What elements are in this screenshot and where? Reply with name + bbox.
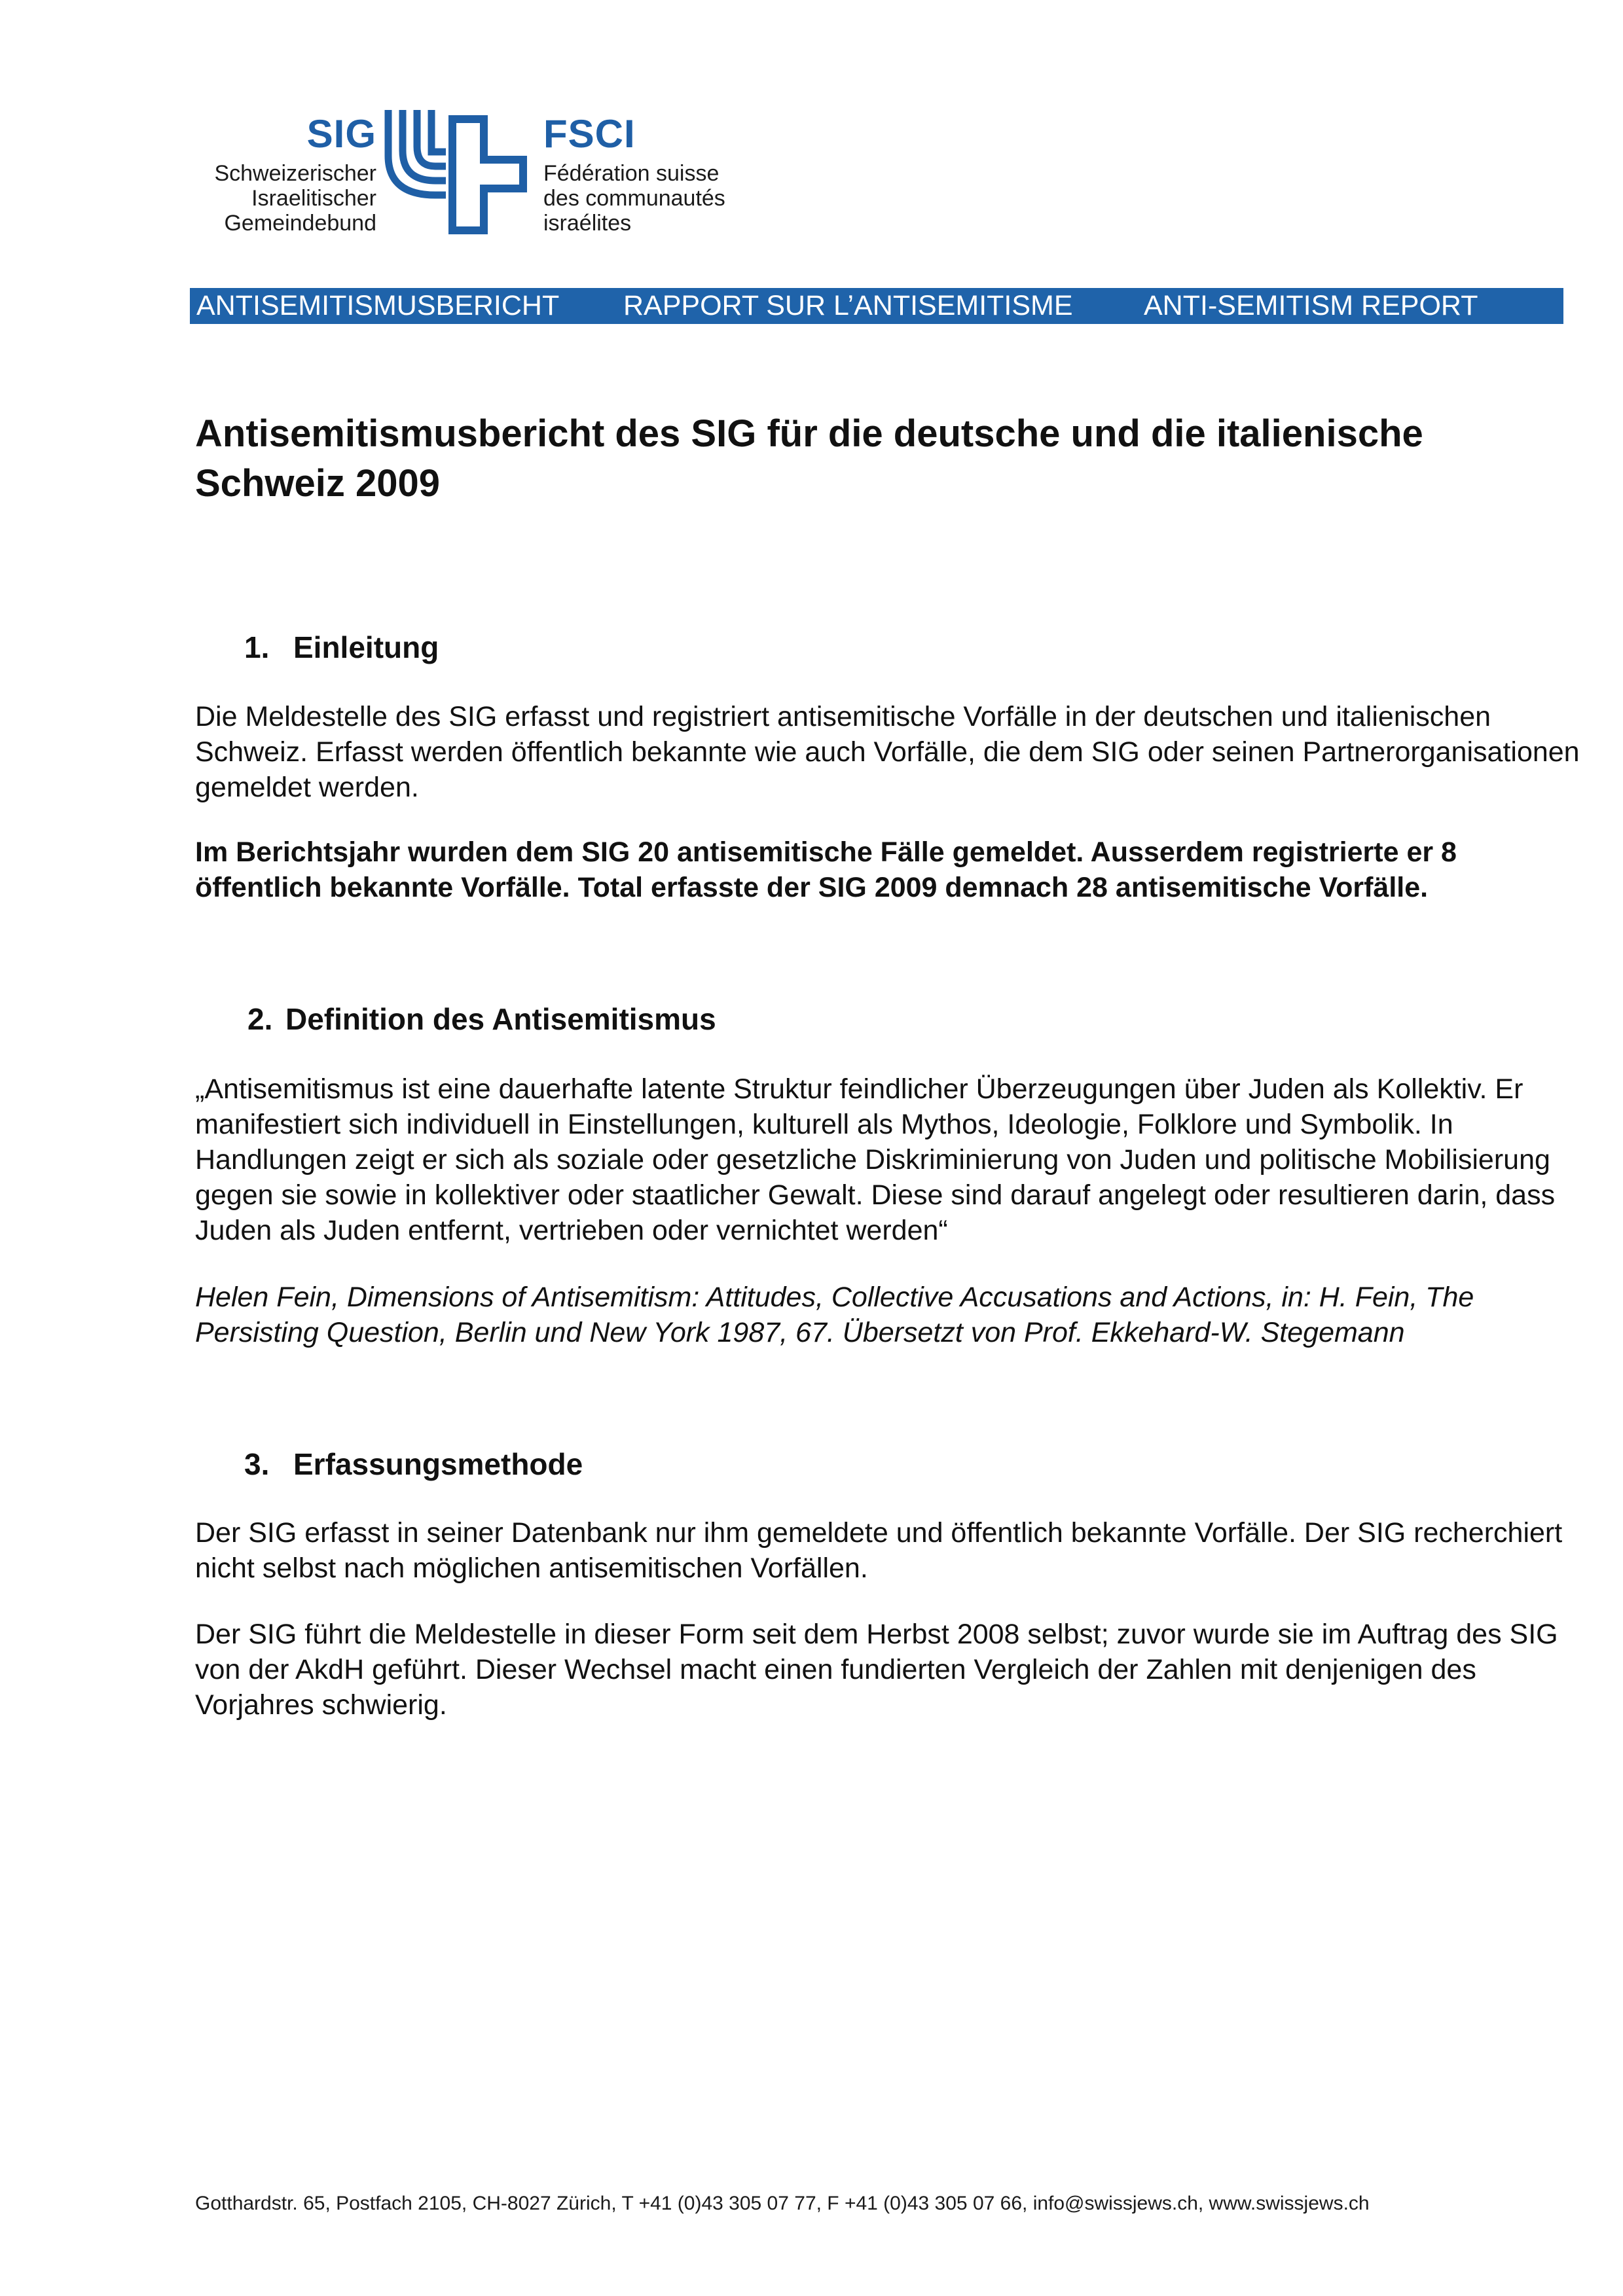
logo-fsci-line-3: israélites xyxy=(543,211,632,236)
section-1-paragraph-1: Die Meldestelle des SIG erfasst und registriert antisemitische Vorfälle in der deutschen und italienischen Schweiz. Erfasst werden öffentlich bekannte wie auch Vorfälle, die dem SIG oder seinen Partnerorganisationen gemeldet werden. xyxy=(195,701,1580,803)
logo-sig-line-3: Gemeindebund xyxy=(224,211,376,236)
section-number: 1. xyxy=(244,630,270,664)
section-2-heading xyxy=(247,1001,716,1037)
logo-fsci-abbr: FSCI xyxy=(543,112,636,156)
banner-label-de: ANTISEMITISMUSBERICHT xyxy=(196,290,560,321)
organization-logo xyxy=(190,110,740,241)
section-3-paragraph-1: Der SIG erfasst in seiner Datenbank nur ihm gemeldete und öffentlich bekannte Vorfälle. Der SIG recherchiert nicht selbst nach möglichen antisemitischen Vorfällen. xyxy=(195,1517,1563,1584)
section-title: Definition des Antisemitismus xyxy=(285,1002,716,1036)
menorah-cross-icon xyxy=(383,110,530,236)
banner-label-en: ANTI-SEMITISM REPORT xyxy=(1144,290,1478,321)
section-title: Einleitung xyxy=(293,630,439,664)
logo-sig-line-1: Schweizerischer xyxy=(214,161,376,186)
document-title: Antisemitismusbericht des SIG für die deutsche und die italienische Schweiz 2009 xyxy=(195,412,1423,505)
logo-sig-abbr: SIG xyxy=(306,112,376,156)
logo-sig-line-2: Israelitischer xyxy=(251,186,376,211)
section-3-paragraph-2: Der SIG führt die Meldestelle in dieser Form seit dem Herbst 2008 selbst; zuvor wurde sie im Auftrag des SIG von der AkdH geführt. Dieser Wechsel macht einen fundierten Vergleich der Zahlen mit denjenigen des Vorjahres schwierig. xyxy=(195,1619,1558,1721)
definition-citation: Helen Fein, Dimensions of Antisemitism: Attitudes, Collective Accusations and Actions, in: H. Fein, The Persisting Question, Berlin und New York 1987, 67. Übersetzt von Prof. Ekkehard-W. Stegemann xyxy=(195,1282,1474,1348)
section-3-heading xyxy=(244,1446,583,1482)
section-1-heading xyxy=(244,630,439,665)
section-number: 2. xyxy=(247,1002,273,1036)
section-number: 3. xyxy=(244,1447,270,1481)
logo-fsci-line-2: des communautés xyxy=(543,186,725,211)
logo-fsci-line-1: Fédération suisse xyxy=(543,161,720,186)
report-type-banner xyxy=(190,288,1563,324)
banner-label-fr: RAPPORT SUR L’ANTISEMITISME xyxy=(623,290,1073,321)
contact-footer: Gotthardstr. 65, Postfach 2105, CH-8027 Zürich, T +41 (0)43 305 07 77, F +41 (0)43 305 07 66, info@swissjews.ch, www.swissjews.ch xyxy=(195,2193,1370,2214)
section-1-summary-paragraph: Im Berichtsjahr wurden dem SIG 20 antisemitische Fälle gemeldet. Ausserdem registrierte er 8 öffentlich bekannte Vorfälle. Total erfasste der SIG 2009 demnach 28 antisemitische Vorfälle. xyxy=(195,836,1457,903)
definition-quote: „Antisemitismus ist eine dauerhafte latente Struktur feindlicher Überzeugungen über Juden als Kollektiv. Er manifestiert sich individuell in Einstellungen, kulturell als Mythos, Ideologie, Folklore und Symbolik. In Handlungen zeigt er sich als soziale oder gesetzliche Diskriminierung von Juden und politische Mobilisierung gegen sie sowie in kollektiver oder staatlicher Gewalt. Diese sind darauf angelegt oder resultieren darin, dass Juden als Juden entfernt, vertrieben oder vernichtet werden“ xyxy=(195,1073,1556,1246)
section-title: Erfassungsmethode xyxy=(293,1447,583,1481)
